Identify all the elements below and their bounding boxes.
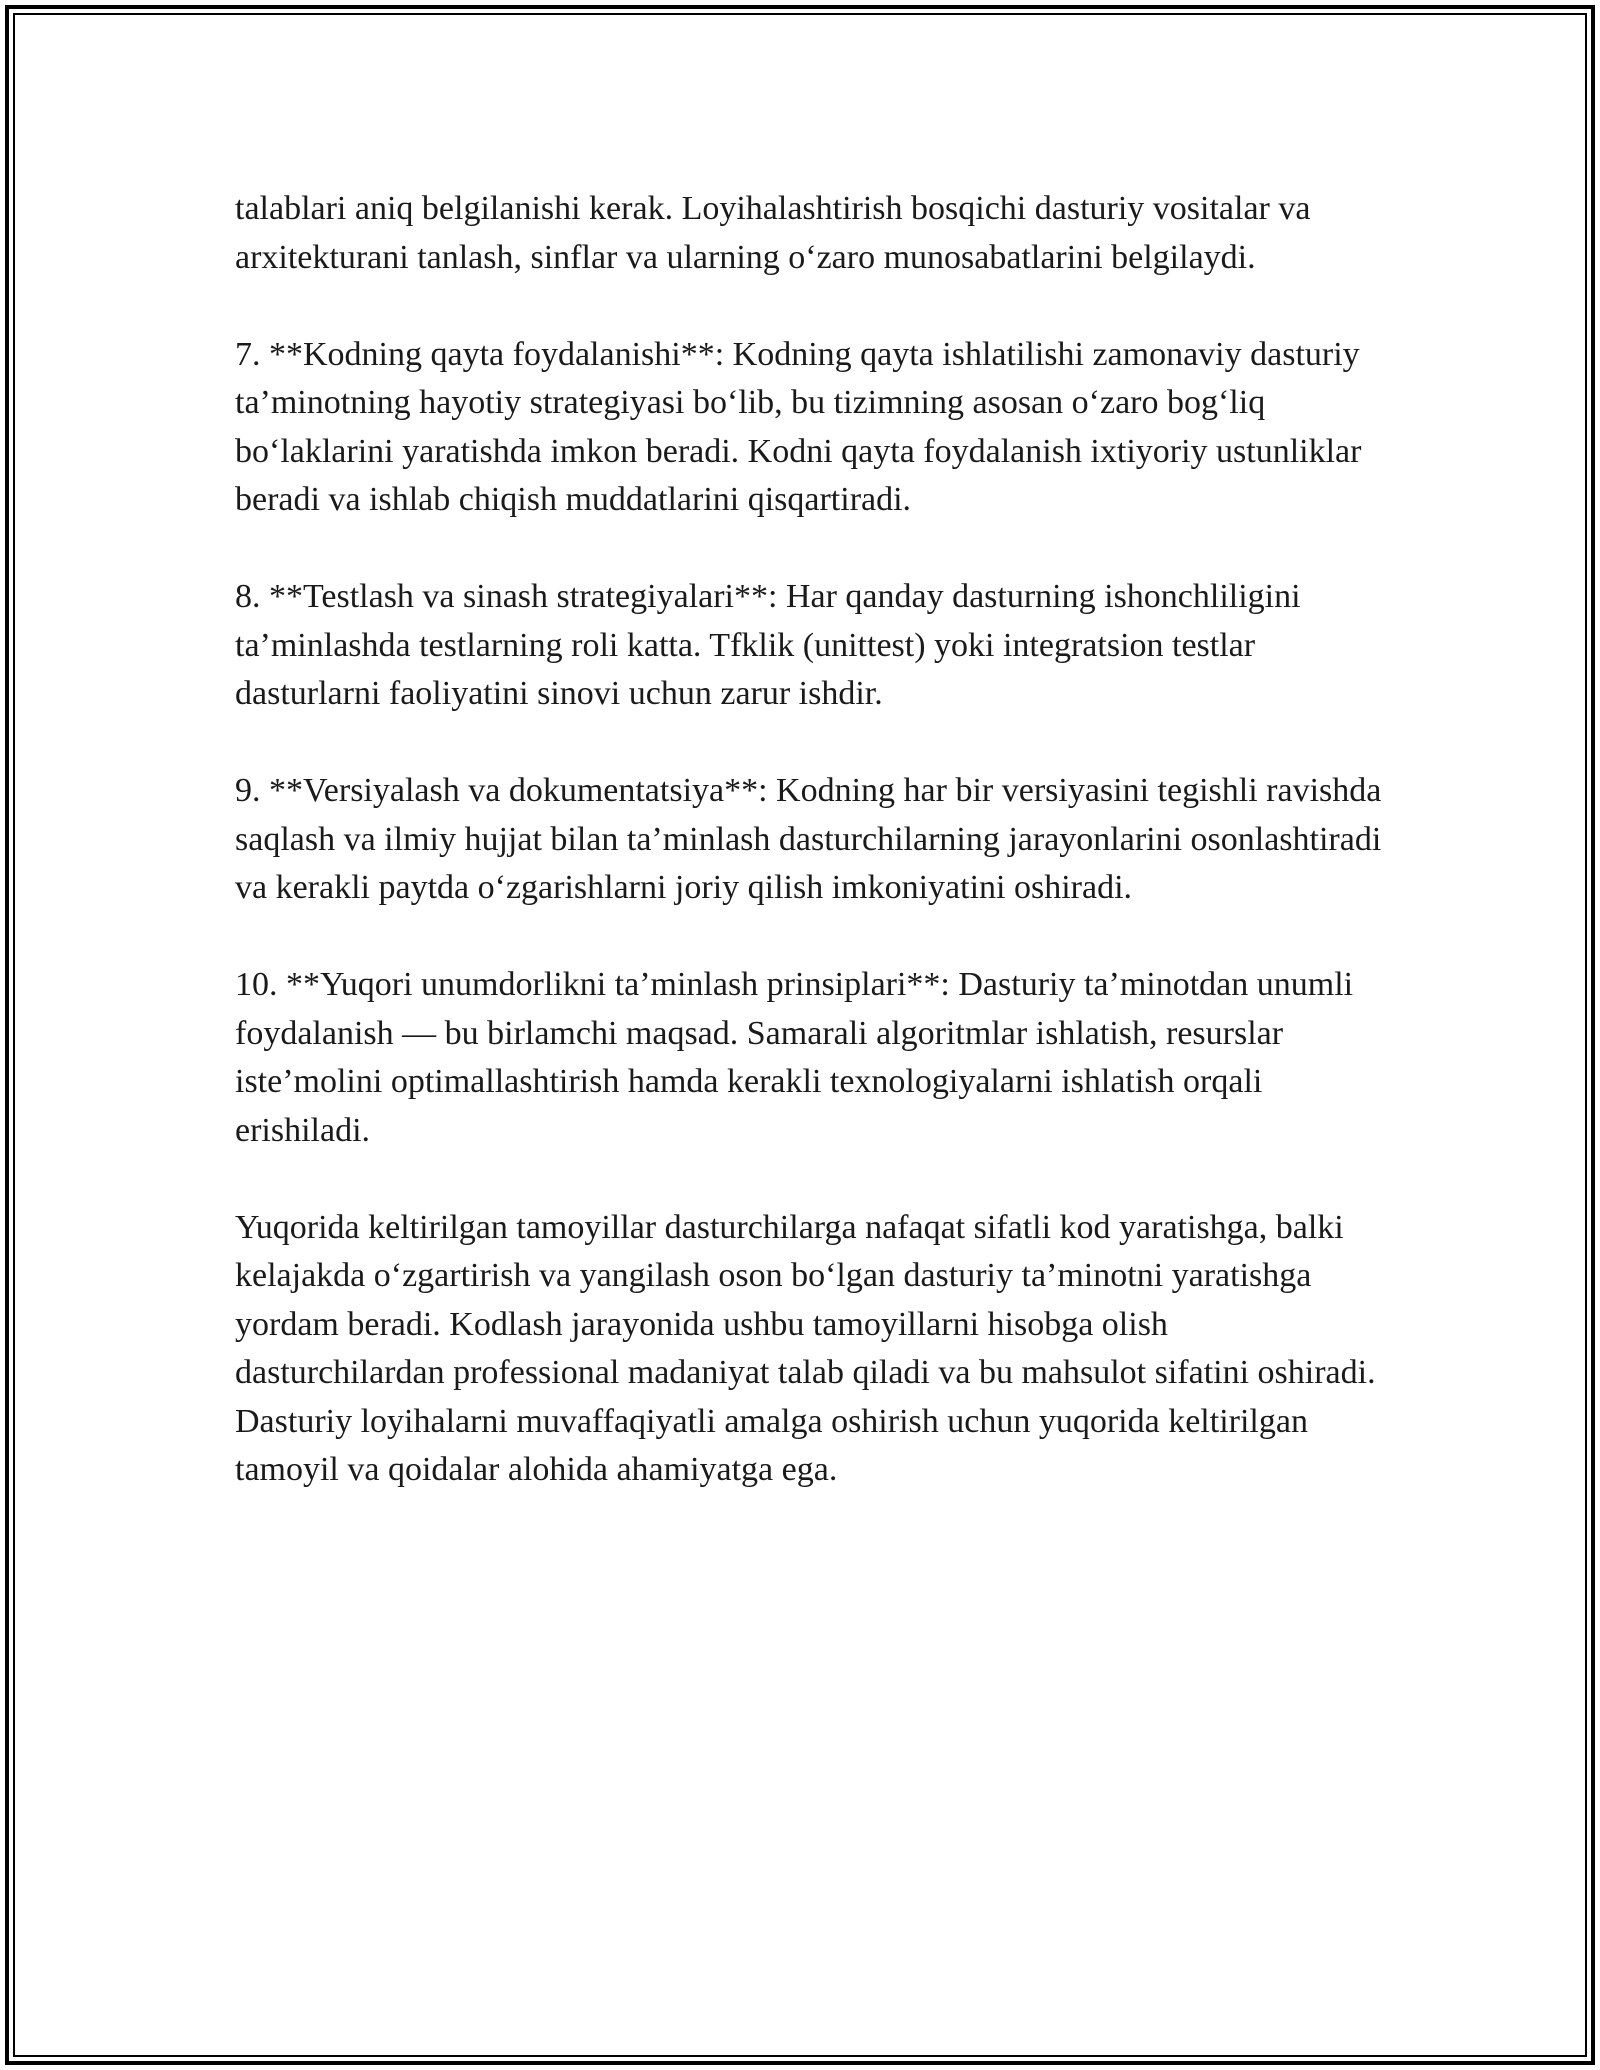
document-body: [235, 185, 1385, 1543]
paragraph-item-7: 7. **Kodning qayta foydalanishi**: Kodning qayta ishlatilishi zamonaviy dasturiy ta’minotning hayotiy strategiyasi bo‘lib, bu tizimning asosan o‘zaro bog‘liq bo‘laklarini yaratishda imkon beradi. Kodni qayta foydalanish ixtiyoriy ustunliklar beradi va ishlab chiqish muddatlarini qisqartiradi.: [235, 335, 1362, 518]
paragraph-item-8: 8. **Testlash va sinash strategiyalari**: Har qanday dasturning ishonchliligini ta’minlashda testlarning roli katta. Tfklik (unittest) yoki integratsion testlar dasturlarni faoliyatini sinovi uchun zarur ishdir.: [235, 578, 1301, 712]
paragraph-item-9: 9. **Versiyalash va dokumentatsiya**: Kodning har bir versiyasini tegishli ravishda saqlash va ilmiy hujjat bilan ta’minlash dasturchilarning jarayonlarini osonlashtiradi va kerakli paytda o‘zgarishlarni joriy qilish imkoniyatini oshiradi.: [235, 772, 1382, 906]
paragraph-continuation: talablari aniq belgilanishi kerak. Loyihalashtirish bosqichi dasturiy vositalar va arxitekturani tanlash, sinflar va ularning o‘zaro munosabatlarini belgilaydi.: [235, 190, 1311, 276]
paragraph-item-10: 10. **Yuqori unumdorlikni ta’minlash prinsiplari**: Dasturiy ta’minotdan unumli foydalanish — bu birlamchi maqsad. Samarali algoritmlar ishlatish, resurslar iste’molini optimallashtirish hamda kerakli texnologiyalarni ishlatish orqali erishiladi.: [235, 966, 1354, 1149]
paragraph-conclusion: Yuqorida keltirilgan tamoyillar dasturchilarga nafaqat sifatli kod yaratishga, balki kelajakda o‘zgartirish va yangilash oson bo‘lgan dasturiy ta’minotni yaratishga yordam beradi. Kodlash jarayonida ushbu tamoyillarni hisobga olish dasturchilardan professional madaniyat talab qiladi va bu mahsulot sifatini oshiradi. Dasturiy loyihalarni muvaffaqiyatli amalga oshirish uchun yuqorida keltirilgan tamoyil va qoidalar alohida ahamiyatga ega.: [235, 1208, 1376, 1488]
